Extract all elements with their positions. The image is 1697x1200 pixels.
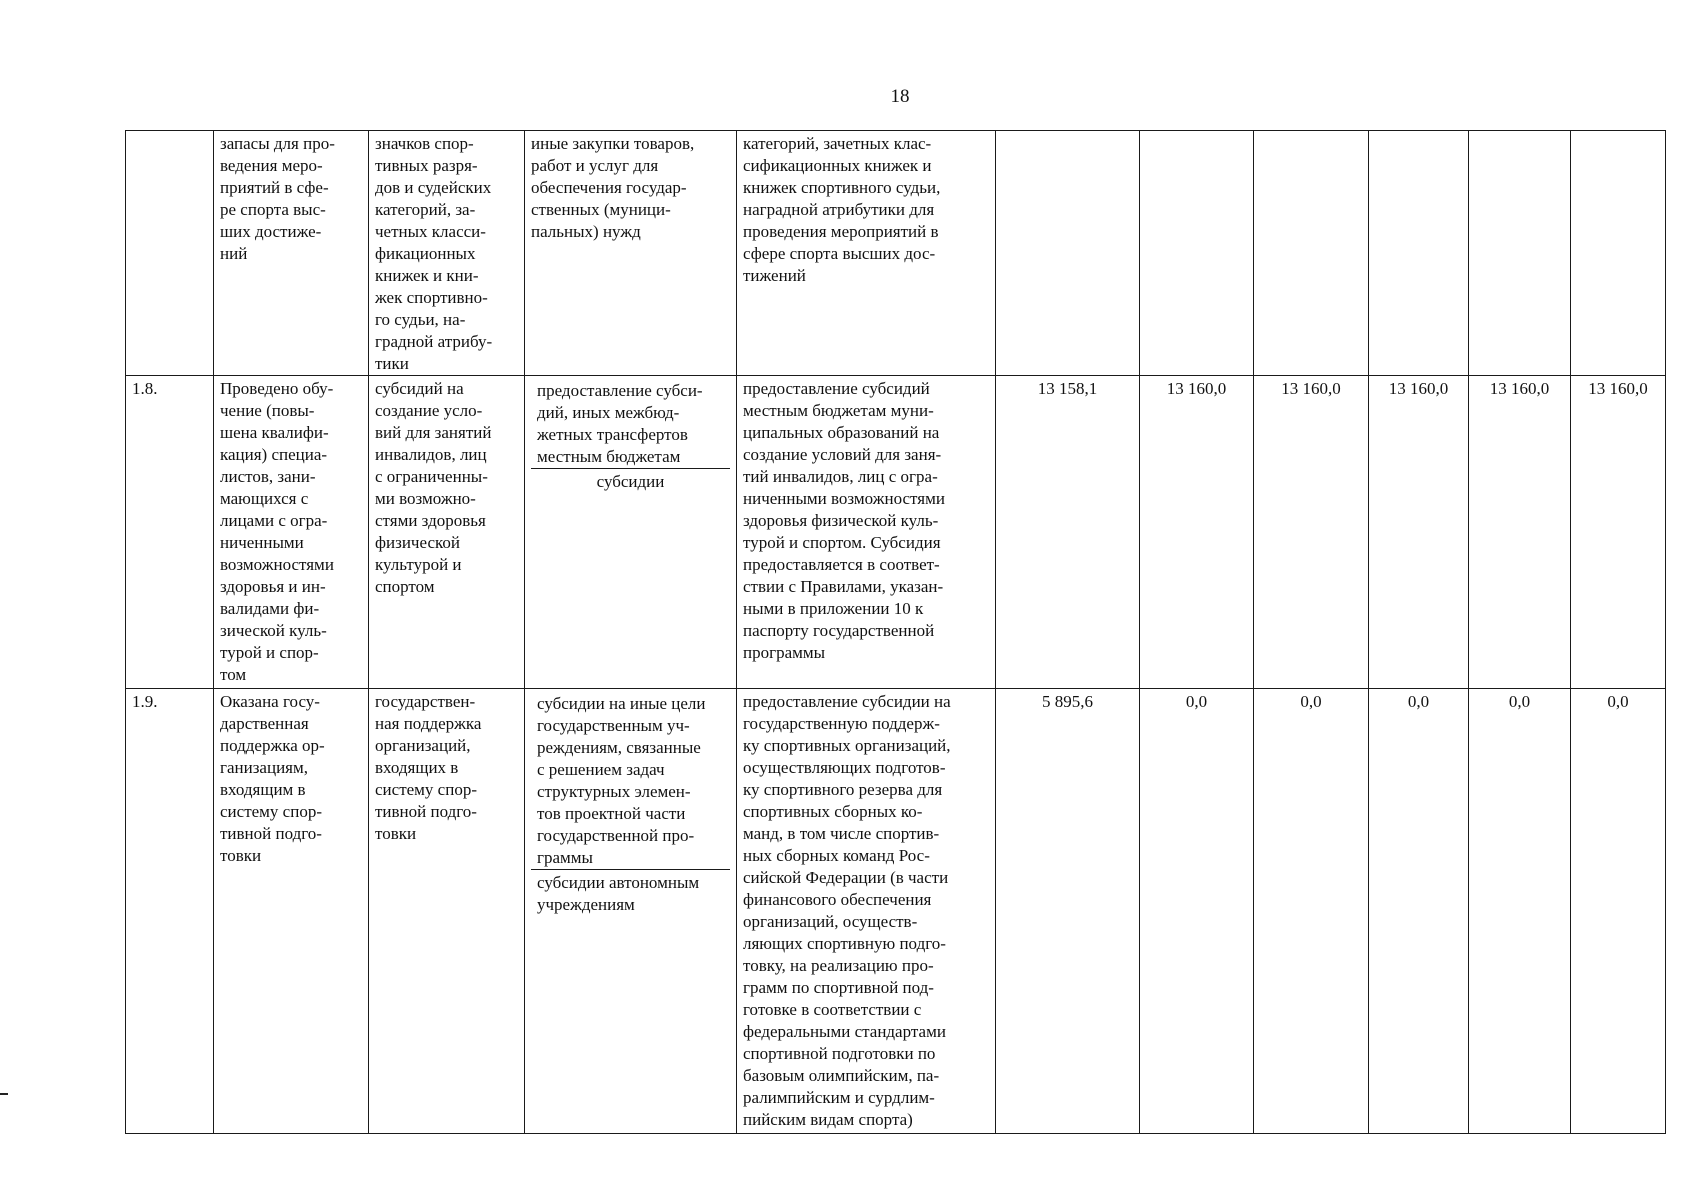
value-cell: 13 160,0 xyxy=(1254,376,1369,689)
expense-type-main: предоставление субси- дий, иных межбюд- жетных трансфертов местным бюджетам xyxy=(531,378,730,469)
result-cell: Оказана госу- дарственная поддержка ор- ганизациям, входящим в систему спор- тивной подго- товки xyxy=(214,689,369,1134)
description-cell: предоставление субсидии на государственную поддерж- ку спортивных организаций, осуществляющих подготов- ку спортивного резерва для спортивных сборных ко- манд, в том числе спортив- ных сборных команд Рос- сийской Федерации (в части финансового обеспечения организаций, осуществ- ляющих спортивную подго- товку, на реализацию про- грамм по спортивной под- готовке в соответствии с федеральными стандартами спортивной подготовки по базовым олимпийским, па- ралимпийским и сурдлим- пийским видам спорта) xyxy=(737,689,996,1134)
value-cell: 13 158,1 xyxy=(996,376,1140,689)
value-cell xyxy=(1254,131,1369,376)
value-cell: 13 160,0 xyxy=(1369,376,1469,689)
table-row xyxy=(126,376,1666,689)
expense-type-main: субсидии на иные цели государственным уч- реждениям, связанные с решением задач структурных элемен- тов проектной части государственной про- граммы xyxy=(531,691,730,870)
expense-type-sub: субсидии xyxy=(596,472,665,491)
value-cell: 0,0 xyxy=(1369,689,1469,1134)
value-cell xyxy=(1571,131,1666,376)
value-cell xyxy=(1369,131,1469,376)
value-cell: 0,0 xyxy=(1571,689,1666,1134)
value-cell: 5 895,6 xyxy=(996,689,1140,1134)
expense-type-sub: субсидии автономным учреждениям xyxy=(537,873,700,914)
value-cell: 13 160,0 xyxy=(1469,376,1571,689)
row-number-cell: 1.8. xyxy=(126,376,214,689)
expense-type-cell xyxy=(525,689,737,1134)
value-cell: 13 160,0 xyxy=(1571,376,1666,689)
value-cell: 0,0 xyxy=(1140,689,1254,1134)
description-cell: предоставление субсидий местным бюджетам муни- ципальных образований на создание условий для заня- тий инвалидов, лиц с огра- ниченными возможностями здоровья физической куль- турой и спортом. Субсидия предоставляется в соответ- ствии с Правилами, указан- ными в приложении 10 к паспорту государственной программы xyxy=(737,376,996,689)
scan-edge-mark xyxy=(0,1093,8,1095)
result-cell: Проведено обу- чение (повы- шена квалифи- кация) специа- листов, зани- мающихся с лицами с огра- ниченными возможностями здоровья и ин- валидами фи- зической куль- турой и спор- том xyxy=(214,376,369,689)
program-table xyxy=(125,130,1666,1134)
value-cell xyxy=(1140,131,1254,376)
measure-cell: значков спор- тивных разря- дов и судейских категорий, за- четных класси- фикационных книжек и кни- жек спортивно- го судьи, на- градной атрибу- тики xyxy=(369,131,525,376)
row-number-cell xyxy=(126,131,214,376)
table-row xyxy=(126,689,1666,1134)
measure-cell: государствен- ная поддержка организаций, входящих в систему спор- тивной подго- товки xyxy=(369,689,525,1134)
page-number: 18 xyxy=(890,86,910,107)
measure-cell: субсидий на создание усло- вий для занятий инвалидов, лиц с ограниченны- ми возможно- стями здоровья физической культурой и спортом xyxy=(369,376,525,689)
expense-type-cell xyxy=(525,376,737,689)
value-cell xyxy=(1469,131,1571,376)
value-cell xyxy=(996,131,1140,376)
value-cell: 13 160,0 xyxy=(1140,376,1254,689)
value-cell: 0,0 xyxy=(1469,689,1571,1134)
result-cell: запасы для про- ведения меро- приятий в сфе- ре спорта выс- ших достиже- ний xyxy=(214,131,369,376)
description-cell: категорий, зачетных клас- сификационных книжек и книжек спортивного судьи, наградной атрибутики для проведения мероприятий в сфере спорта высших дос- тижений xyxy=(737,131,996,376)
value-cell: 0,0 xyxy=(1254,689,1369,1134)
expense-type-cell: иные закупки товаров, работ и услуг для обеспечения государ- ственных (муници- пальных) нужд xyxy=(525,131,737,376)
table-row xyxy=(126,131,1666,376)
row-number-cell: 1.9. xyxy=(126,689,214,1134)
